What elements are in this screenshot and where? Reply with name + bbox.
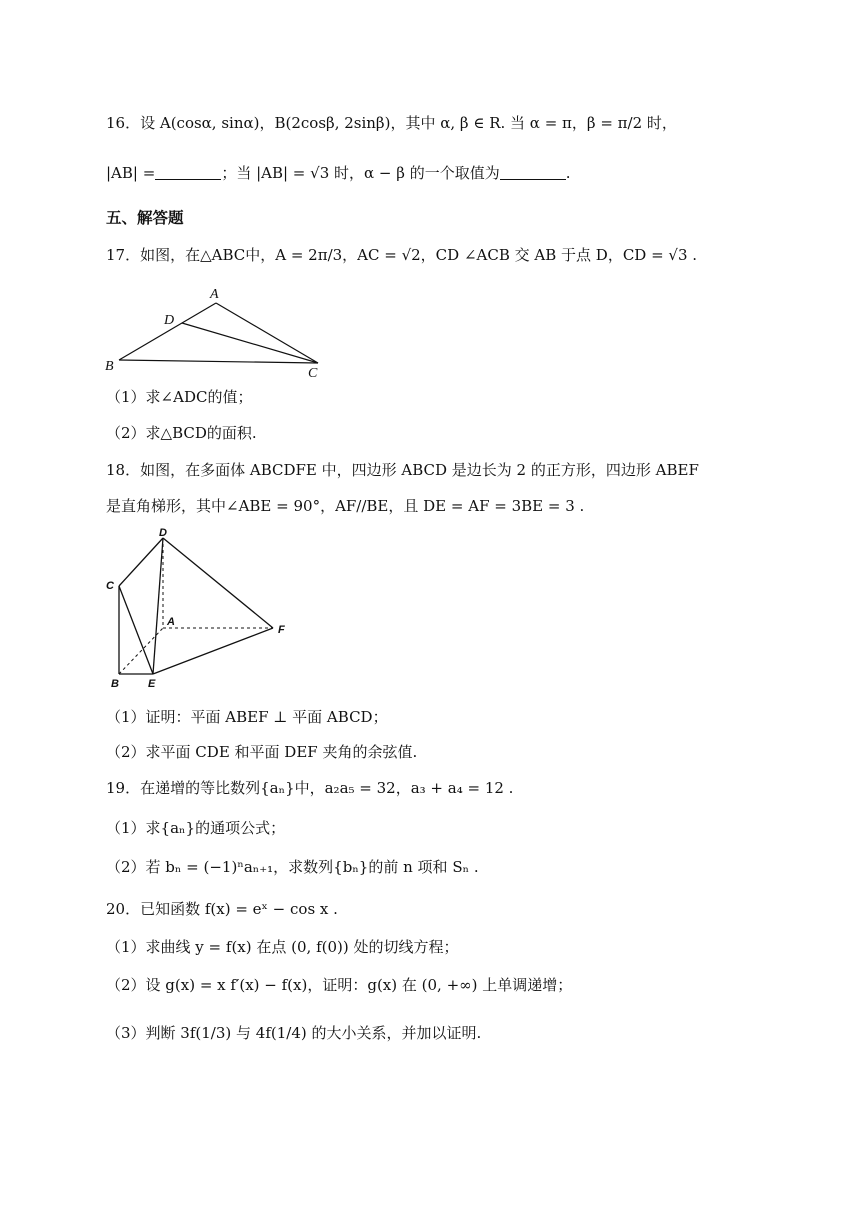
edge-CD xyxy=(119,538,163,586)
q20-sub3: （3）判断 3f(1/3) 与 4f(1/4) 的大小关系，并加以证明. xyxy=(106,1024,482,1042)
q16-line2-end: . xyxy=(565,164,571,182)
q17-sub2: （2）求△BCD的面积. xyxy=(106,424,257,442)
edge-BA-hidden xyxy=(119,628,163,674)
q17-triangle-figure xyxy=(100,282,340,382)
label-A: A xyxy=(210,287,219,302)
answer-blank-2 xyxy=(500,165,566,180)
q20-stem: 20．已知函数 f(x) = eˣ − cos x . xyxy=(106,900,338,918)
q18-sub2: （2）求平面 CDE 和平面 DEF 夹角的余弦值. xyxy=(106,743,418,761)
edge-EF xyxy=(153,628,273,674)
label-E: E xyxy=(148,678,156,690)
q17-stem: 17．如图，在△ABC中，A = 2π/3，AC = √2，CD ∠ACB 交 AB 于点 D，CD = √3 . xyxy=(106,246,698,264)
edge-CE xyxy=(119,586,153,674)
label-B: B xyxy=(105,359,114,374)
q20-sub2: （2）设 g(x) = x f′(x) − f(x)，证明：g(x) 在 (0, +∞) 上单调递增； xyxy=(106,976,573,994)
label-D: D xyxy=(159,527,167,539)
q19-sub2: （2）若 bₙ = (−1)ⁿaₙ₊₁，求数列{bₙ}的前 n 项和 Sₙ . xyxy=(106,858,479,876)
q16-line2 xyxy=(106,162,570,184)
label-A: A xyxy=(167,616,175,628)
label-B: B xyxy=(111,678,119,690)
q18-sub1: （1）证明：平面 ABEF ⊥ 平面 ABCD； xyxy=(106,708,388,726)
q16-line1: 16．设 A(cosα, sinα)，B(2cosβ, 2sinβ)，其中 α, β ∈ R. 当 α = π，β = π/2 时， xyxy=(106,114,677,132)
q18-stem-line1: 18．如图，在多面体 ABCDFE 中，四边形 ABCD 是边长为 2 的正方形，四边形 ABEF xyxy=(106,461,699,479)
edge-DE xyxy=(153,538,163,674)
q20-sub1: （1）求曲线 y = f(x) 在点 (0, f(0)) 处的切线方程； xyxy=(106,938,459,956)
q16-line2-a: |AB| = xyxy=(106,164,156,182)
q18-polyhedron-figure xyxy=(100,526,300,692)
q16-line2-b: ；当 |AB| = √3 时，α − β 的一个取值为 xyxy=(221,164,500,182)
q19-sub1: （1）求{aₙ}的通项公式； xyxy=(106,819,286,837)
segment-BA xyxy=(119,303,216,360)
q18-stem-line2: 是直角梯形，其中∠ABE = 90°，AF//BE，且 DE = AF = 3BE = 3 . xyxy=(106,497,585,515)
segment-BC xyxy=(119,360,318,363)
section-title: 五、解答题 xyxy=(106,209,184,227)
label-C: C xyxy=(308,366,318,381)
label-F: F xyxy=(278,624,285,636)
edge-DF xyxy=(163,538,273,628)
answer-blank-1 xyxy=(155,165,221,180)
label-D: D xyxy=(164,313,175,328)
segment-DC xyxy=(182,323,318,363)
q19-stem: 19．在递增的等比数列{aₙ}中，a₂a₅ = 32，a₃ + a₄ = 12 . xyxy=(106,779,514,797)
label-C: C xyxy=(106,580,114,592)
q17-sub1: （1）求∠ADC的值； xyxy=(106,388,253,406)
segment-AC xyxy=(216,303,318,363)
